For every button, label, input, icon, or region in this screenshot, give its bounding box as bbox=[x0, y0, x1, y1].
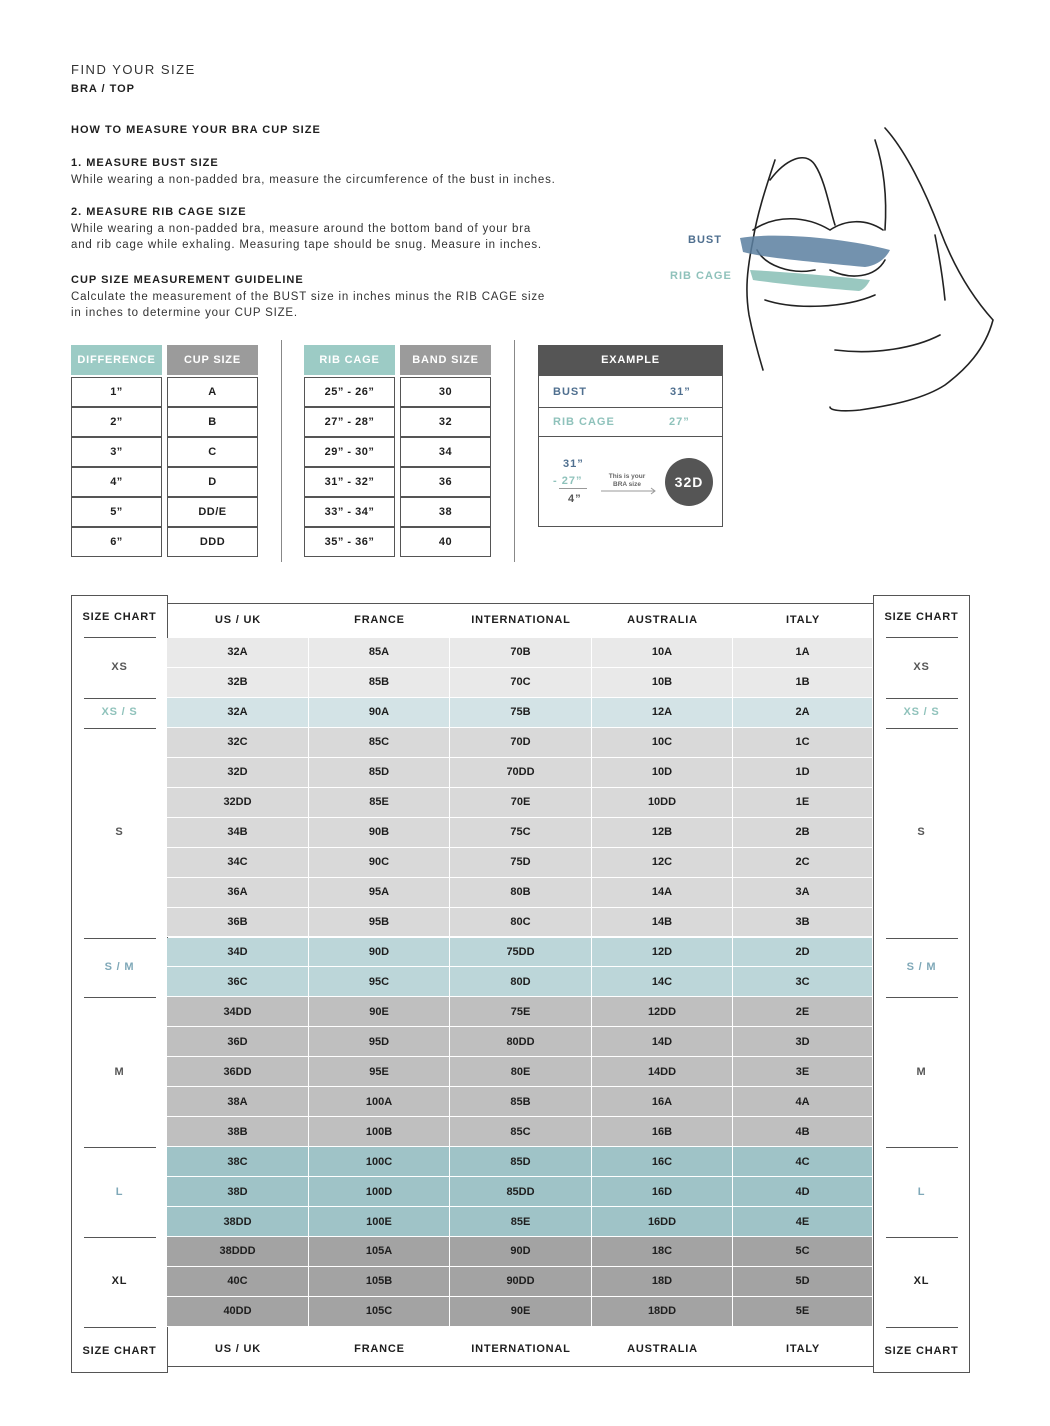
table-cell: 85E bbox=[309, 788, 450, 818]
table-cell: 16D bbox=[592, 1177, 733, 1207]
step1-title: 1. MEASURE BUST SIZE bbox=[71, 157, 219, 169]
band-table-header-rib-cage: RIB CAGE bbox=[304, 345, 395, 375]
table-cell: 10B bbox=[592, 668, 733, 698]
table-cell: 75C bbox=[450, 818, 592, 848]
table-cell: 80E bbox=[450, 1057, 592, 1087]
table-cell: 90D bbox=[450, 1237, 592, 1267]
table-cell: 2E bbox=[733, 997, 873, 1027]
cup-table-cell: 1” bbox=[71, 377, 162, 407]
cup-table-cell: DDD bbox=[167, 527, 258, 557]
table-cell: 75E bbox=[450, 997, 592, 1027]
cup-table-cell: 5” bbox=[71, 497, 162, 527]
column-header-us-uk: US / UK bbox=[215, 1343, 261, 1355]
rib-cage-label: RIB CAGE bbox=[670, 270, 732, 282]
column-header-australia: AUSTRALIA bbox=[627, 614, 698, 626]
size-group-label: XL bbox=[111, 1275, 128, 1288]
band-table-cell: 36 bbox=[400, 467, 491, 497]
table-cell: 32D bbox=[167, 758, 309, 788]
size-group-label: M bbox=[916, 1065, 927, 1078]
table-cell: 4C bbox=[733, 1147, 873, 1177]
size-group-label: S / M bbox=[104, 960, 135, 973]
header-top-line bbox=[167, 603, 873, 604]
table-cell: 18C bbox=[592, 1237, 733, 1267]
table-cell: 80D bbox=[450, 967, 592, 997]
size-group-divider bbox=[84, 1327, 156, 1328]
table-cell: 1C bbox=[733, 728, 873, 758]
table-cell: 40DD bbox=[167, 1297, 309, 1327]
band-table-cell: 32 bbox=[400, 407, 491, 437]
example-bust-label: BUST bbox=[553, 386, 587, 398]
table-cell: 16C bbox=[592, 1147, 733, 1177]
table-cell: 12D bbox=[592, 938, 733, 968]
size-group-label: XS bbox=[111, 661, 128, 674]
table-cell: 5C bbox=[733, 1237, 873, 1267]
size-group-label: XS / S bbox=[101, 706, 138, 719]
table-cell: 14DD bbox=[592, 1057, 733, 1087]
bust-label: BUST bbox=[688, 234, 722, 246]
size-group-label: XL bbox=[913, 1275, 930, 1288]
size-chart-side-header: SIZE CHART bbox=[884, 610, 959, 623]
table-cell: 38C bbox=[167, 1147, 309, 1177]
table-cell: 16B bbox=[592, 1117, 733, 1147]
table-cell: 12C bbox=[592, 848, 733, 878]
band-table-header-band-size: BAND SIZE bbox=[400, 345, 491, 375]
table-cell: 90B bbox=[309, 818, 450, 848]
instructions-heading: HOW TO MEASURE YOUR BRA CUP SIZE bbox=[71, 124, 321, 136]
example-rib-label: RIB CAGE bbox=[553, 416, 615, 428]
cup-table-cell: DD/E bbox=[167, 497, 258, 527]
band-table-cell: 29” - 30” bbox=[304, 437, 395, 467]
example-calc-bust: 31” bbox=[563, 458, 584, 470]
table-cell: 3B bbox=[733, 908, 873, 938]
table-cell: 38DD bbox=[167, 1207, 309, 1237]
table-cell: 40C bbox=[167, 1267, 309, 1297]
table-cell: 70C bbox=[450, 668, 592, 698]
band-table-cell: 30 bbox=[400, 377, 491, 407]
table-cell: 32C bbox=[167, 728, 309, 758]
table-cell: 95B bbox=[309, 908, 450, 938]
table-cell: 32A bbox=[167, 638, 309, 668]
band-table-cell: 25” - 26” bbox=[304, 377, 395, 407]
size-chart-side-header: SIZE CHART bbox=[884, 1344, 959, 1357]
table-cell: 100A bbox=[309, 1087, 450, 1117]
table-cell: 36D bbox=[167, 1027, 309, 1057]
example-rib-value: 27” bbox=[669, 416, 690, 428]
size-group-label: XS bbox=[913, 661, 930, 674]
table-cell: 90C bbox=[309, 848, 450, 878]
column-header-italy: ITALY bbox=[786, 1343, 820, 1355]
table-cell: 3E bbox=[733, 1057, 873, 1087]
size-group-label: S bbox=[115, 826, 124, 839]
cup-table-cell: 3” bbox=[71, 437, 162, 467]
table-cell: 85C bbox=[450, 1117, 592, 1147]
table-cell: 100D bbox=[309, 1177, 450, 1207]
column-header-international: INTERNATIONAL bbox=[471, 1343, 571, 1355]
size-group-divider bbox=[886, 637, 958, 638]
size-chart-side-header: SIZE CHART bbox=[82, 610, 157, 623]
table-cell: 10C bbox=[592, 728, 733, 758]
table-cell: 3C bbox=[733, 967, 873, 997]
cup-table-header-difference: DIFFERENCE bbox=[71, 345, 162, 375]
table-cell: 36DD bbox=[167, 1057, 309, 1087]
size-group-divider bbox=[886, 1327, 958, 1328]
arrow-right-icon bbox=[599, 487, 659, 495]
example-bust-value: 31” bbox=[670, 386, 691, 398]
table-cell: 1D bbox=[733, 758, 873, 788]
table-cell: 12DD bbox=[592, 997, 733, 1027]
table-cell: 36C bbox=[167, 967, 309, 997]
size-group-label: L bbox=[115, 1185, 124, 1198]
step1-text: While wearing a non-padded bra, measure the circumference of the bust in inches. bbox=[71, 174, 556, 186]
table-cell: 12B bbox=[592, 818, 733, 848]
table-cell: 95D bbox=[309, 1027, 450, 1057]
table-cell: 95A bbox=[309, 878, 450, 908]
example-note: This is your BRA size bbox=[608, 473, 646, 488]
page-title: FIND YOUR SIZE bbox=[71, 62, 196, 77]
column-header-italy: ITALY bbox=[786, 614, 820, 626]
table-cell: 85D bbox=[309, 758, 450, 788]
guideline-line2: in inches to determine your CUP SIZE. bbox=[71, 307, 298, 319]
table-cell: 5E bbox=[733, 1297, 873, 1327]
table-cell: 38B bbox=[167, 1117, 309, 1147]
table-cell: 12A bbox=[592, 698, 733, 728]
table-cell: 85D bbox=[450, 1147, 592, 1177]
band-table-cell: 40 bbox=[400, 527, 491, 557]
table-cell: 10D bbox=[592, 758, 733, 788]
table-cell: 32DD bbox=[167, 788, 309, 818]
table-cell: 4B bbox=[733, 1117, 873, 1147]
table-cell: 75DD bbox=[450, 938, 592, 968]
step2-text-line1: While wearing a non-padded bra, measure around the bottom band of your bra bbox=[71, 223, 532, 235]
table-cell: 70D bbox=[450, 728, 592, 758]
example-calc-difference: 4” bbox=[568, 493, 582, 505]
table-cell: 3A bbox=[733, 878, 873, 908]
table-cell: 14B bbox=[592, 908, 733, 938]
size-group-label: L bbox=[917, 1185, 926, 1198]
size-chart-side-header: SIZE CHART bbox=[82, 1344, 157, 1357]
table-cell: 75D bbox=[450, 848, 592, 878]
table-cell: 105B bbox=[309, 1267, 450, 1297]
band-table-cell: 33” - 34” bbox=[304, 497, 395, 527]
size-group-label: S / M bbox=[906, 960, 937, 973]
table-cell: 14D bbox=[592, 1027, 733, 1057]
column-header-france: FRANCE bbox=[354, 1343, 405, 1355]
size-group-label: S bbox=[917, 826, 926, 839]
table-cell: 90E bbox=[450, 1297, 592, 1327]
band-table-cell: 31” - 32” bbox=[304, 467, 395, 497]
table-cell: 14A bbox=[592, 878, 733, 908]
table-cell: 34B bbox=[167, 818, 309, 848]
table-cell: 34C bbox=[167, 848, 309, 878]
table-cell: 4E bbox=[733, 1207, 873, 1237]
table-cell: 100C bbox=[309, 1147, 450, 1177]
table-cell: 1E bbox=[733, 788, 873, 818]
page-subtitle: BRA / TOP bbox=[71, 83, 136, 95]
column-header-international: INTERNATIONAL bbox=[471, 614, 571, 626]
cup-table-cell: 6” bbox=[71, 527, 162, 557]
guideline-line1: Calculate the measurement of the BUST size in inches minus the RIB CAGE size bbox=[71, 291, 546, 303]
cup-table-cell: D bbox=[167, 467, 258, 497]
table-cell: 90E bbox=[309, 997, 450, 1027]
cup-table-cell: 2” bbox=[71, 407, 162, 437]
footer-bottom-line bbox=[167, 1366, 873, 1367]
table-cell: 85B bbox=[450, 1087, 592, 1117]
band-table-cell: 38 bbox=[400, 497, 491, 527]
table-cell: 32A bbox=[167, 698, 309, 728]
table-cell: 100E bbox=[309, 1207, 450, 1237]
table-cell: 105A bbox=[309, 1237, 450, 1267]
example-result-badge: 32D bbox=[665, 458, 713, 506]
table-cell: 32B bbox=[167, 668, 309, 698]
size-group-divider bbox=[84, 637, 156, 638]
table-cell: 4A bbox=[733, 1087, 873, 1117]
band-table-cell: 35” - 36” bbox=[304, 527, 395, 557]
torso-illustration-icon bbox=[735, 120, 1005, 420]
cup-table-cell: C bbox=[167, 437, 258, 467]
column-header-australia: AUSTRALIA bbox=[627, 1343, 698, 1355]
table-cell: 80B bbox=[450, 878, 592, 908]
table-cell: 70E bbox=[450, 788, 592, 818]
table-cell: 3D bbox=[733, 1027, 873, 1057]
table-cell: 95C bbox=[309, 967, 450, 997]
band-table-cell: 27” - 28” bbox=[304, 407, 395, 437]
table-cell: 38A bbox=[167, 1087, 309, 1117]
table-cell: 16A bbox=[592, 1087, 733, 1117]
table-cell: 2D bbox=[733, 938, 873, 968]
table-cell: 105C bbox=[309, 1297, 450, 1327]
table-cell: 10DD bbox=[592, 788, 733, 818]
example-box bbox=[538, 375, 723, 527]
cup-table-cell: 4” bbox=[71, 467, 162, 497]
table-cell: 90DD bbox=[450, 1267, 592, 1297]
table-cell: 100B bbox=[309, 1117, 450, 1147]
table-cell: 5D bbox=[733, 1267, 873, 1297]
table-cell: 14C bbox=[592, 967, 733, 997]
table-cell: 34D bbox=[167, 938, 309, 968]
table-cell: 10A bbox=[592, 638, 733, 668]
table-cell: 2C bbox=[733, 848, 873, 878]
table-cell: 1B bbox=[733, 668, 873, 698]
cup-table-cell: A bbox=[167, 377, 258, 407]
table-cell: 38D bbox=[167, 1177, 309, 1207]
table-cell: 85E bbox=[450, 1207, 592, 1237]
table-cell: 95E bbox=[309, 1057, 450, 1087]
column-header-france: FRANCE bbox=[354, 614, 405, 626]
table-cell: 18D bbox=[592, 1267, 733, 1297]
table-cell: 85C bbox=[309, 728, 450, 758]
table-cell: 38DDD bbox=[167, 1237, 309, 1267]
cup-table-header-cup-size: CUP SIZE bbox=[167, 345, 258, 375]
column-header-us-uk: US / UK bbox=[215, 614, 261, 626]
table-cell: 36A bbox=[167, 878, 309, 908]
table-cell: 34DD bbox=[167, 997, 309, 1027]
table-cell: 85DD bbox=[450, 1177, 592, 1207]
table-cell: 90A bbox=[309, 698, 450, 728]
table-cell: 70DD bbox=[450, 758, 592, 788]
size-group-label: M bbox=[114, 1065, 125, 1078]
table-cell: 75B bbox=[450, 698, 592, 728]
band-table-cell: 34 bbox=[400, 437, 491, 467]
table-cell: 90D bbox=[309, 938, 450, 968]
table-cell: 1A bbox=[733, 638, 873, 668]
step2-text-line2: and rib cage while exhaling. Measuring tape should be snug. Measure in inches. bbox=[71, 239, 542, 251]
size-group-label: XS / S bbox=[903, 706, 940, 719]
example-calc-rib: - 27” bbox=[553, 475, 583, 487]
table-cell: 2B bbox=[733, 818, 873, 848]
guideline-title: CUP SIZE MEASUREMENT GUIDELINE bbox=[71, 274, 304, 286]
table-cell: 85A bbox=[309, 638, 450, 668]
table-cell: 80DD bbox=[450, 1027, 592, 1057]
divider bbox=[281, 340, 282, 562]
step2-title: 2. MEASURE RIB CAGE SIZE bbox=[71, 206, 247, 218]
table-cell: 85B bbox=[309, 668, 450, 698]
table-cell: 70B bbox=[450, 638, 592, 668]
cup-table-cell: B bbox=[167, 407, 258, 437]
divider bbox=[514, 340, 515, 562]
table-cell: 2A bbox=[733, 698, 873, 728]
table-cell: 4D bbox=[733, 1177, 873, 1207]
example-header: EXAMPLE bbox=[538, 345, 723, 375]
table-cell: 80C bbox=[450, 908, 592, 938]
table-cell: 18DD bbox=[592, 1297, 733, 1327]
table-cell: 16DD bbox=[592, 1207, 733, 1237]
table-cell: 36B bbox=[167, 908, 309, 938]
